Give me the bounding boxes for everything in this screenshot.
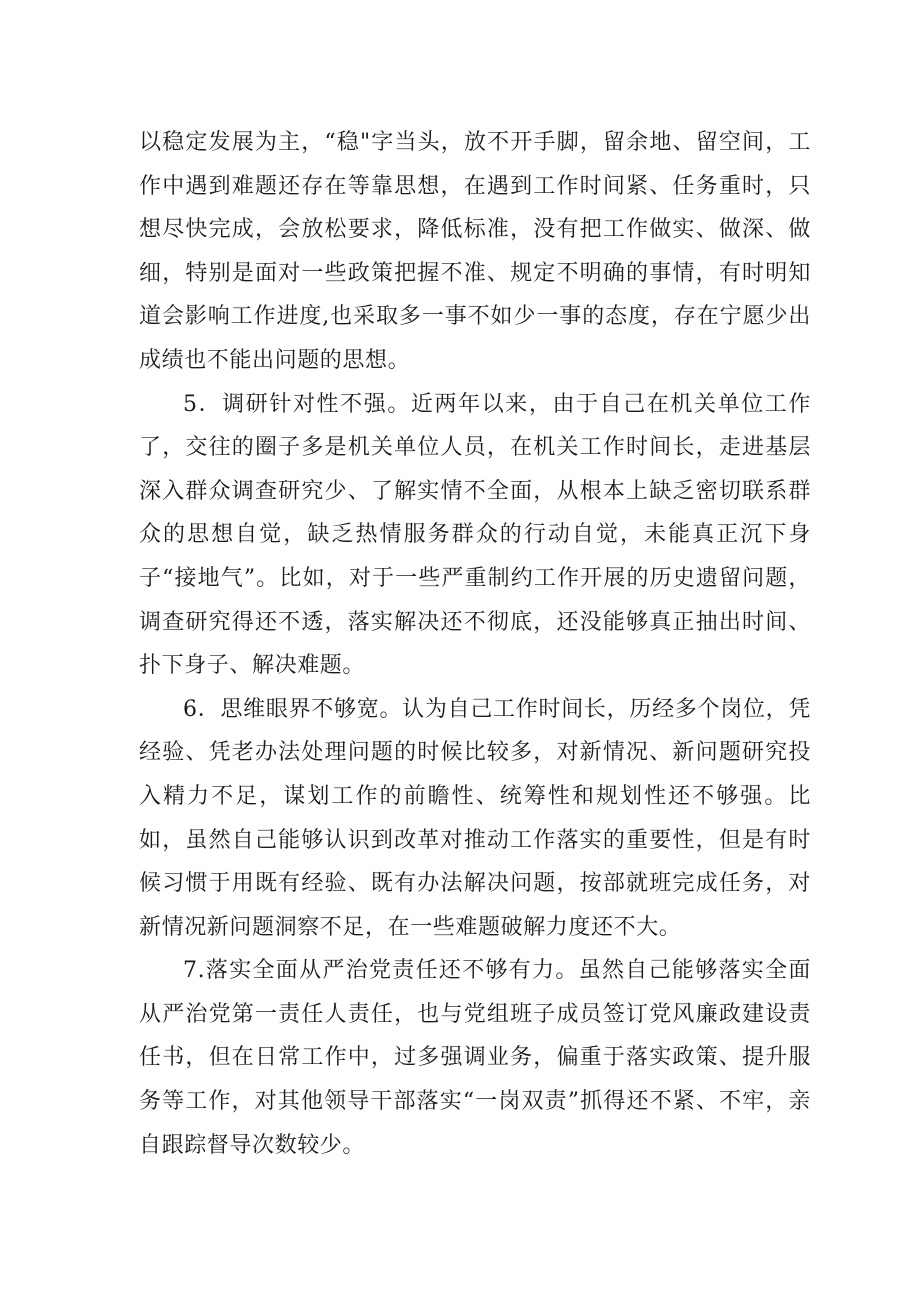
- paragraph-item-6: 6．思维眼界不够宽。认为自己工作时间长，历经多个岗位，凭经验、凭老办法处理问题的时候比较多，对新情况、新问题研究投入精力不足，谋划工作的前瞻性、统筹性和规划性还不够强。比如，虽然自己能够认识到改革对推动工作落实的重要性，但是有时候习惯于用既有经验、既有办法解决问题，按部就班完成任务，对新情况新问题洞察不足，在一些难题破解力度还不大。: [139, 696, 811, 940]
- paragraph-item-5: 5．调研针对性不强。近两年以来，由于自己在机关单位工作了，交往的圈子多是机关单位人员，在机关工作时间长，走进基层深入群众调查研究少、了解实情不全面，从根本上缺乏密切联系群众的思想自觉，缺乏热情服务群众的行动自觉，未能真正沉下身子“接地气”。比如，对于一些严重制约工作开展的历史遗留问题，调查研究得还不透，落实解决还不彻底，还没能够真正抽出时间、扑下身子、解决难题。: [139, 391, 811, 679]
- paragraph-item-7: 7.落实全面从严治党责任还不够有力。虽然自己能够落实全面从严治党第一责任人责任，也与党组班子成员签订党风廉政建设责任书，但在日常工作中，过多强调业务，偏重于落实政策、提升服务等工作，对其他领导干部落实“一岗双责”抓得还不紧、不牢，亲自跟踪督导次数较少。: [139, 958, 811, 1158]
- paragraph-continuation: 以稳定发展为主，“稳"字当头，放不开手脚，留余地、留空间，工作中遇到难题还存在等靠思想，在遇到工作时间紧、任务重时，只想尽快完成，会放松要求，降低标准，没有把工作做实、做深、做细，特别是面对一些政策把握不准、规定不明确的事情，有时明知道会影响工作进度,也采取多一事不如少一事的态度，存在宁愿少出成绩也不能出问题的思想。: [139, 130, 811, 373]
- document-body: [139, 121, 811, 1167]
